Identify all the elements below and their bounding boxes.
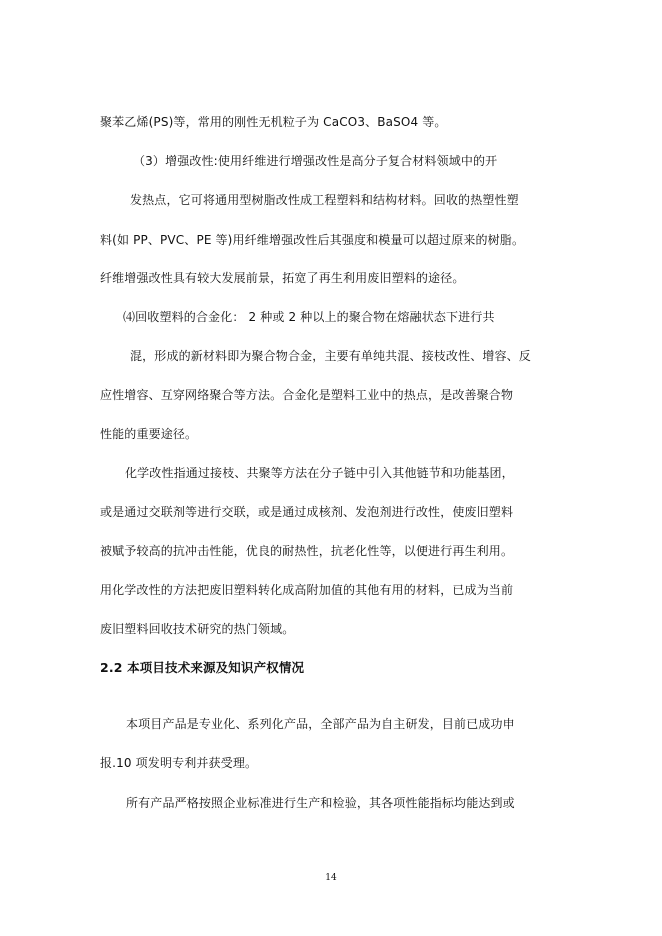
text-line: 纤维增强改性具有较大发展前景，拓宽了再生利用废旧塑料的途径。 [100,271,465,285]
text-line: 性能的重要途径。 [100,427,198,441]
text-line: 废旧塑料回收技术研究的热门领域。 [100,622,295,636]
text-line: 用化学改性的方法把废旧塑料转化成高附加值的其他有用的材料，已成为当前 [100,583,514,597]
text-line: 应性增容、互穿网络聚合等方法。合金化是塑料工业中的热点，是改善聚合物 [100,388,514,402]
text-line: 发热点，它可将通用型树脂改性成工程塑料和结构材料。回收的热塑性塑 [130,193,519,207]
text-line: 料(如 PP、PVC、PE 等)用纤维增强改性后其强度和模量可以超过原来的树脂。 [100,233,525,247]
text-line: 被赋予较高的抗冲击性能，优良的耐热性，抗老化性等，以便进行再生利用。 [100,544,514,558]
text-line: 或是通过交联剂等进行交联，或是通过成核剂、发泡剂进行改性，使废旧塑料 [100,505,514,519]
text-line: （3）增强改性:使用纤维进行增强改性是高分子复合材料领域中的开 [133,154,498,168]
text-line: 所有产品严格按照企业标准进行生产和检验，其各项性能指标均能达到或 [126,796,515,810]
text-line: ⑷回收塑料的合金化： 2 种或 2 种以上的聚合物在熔融状态下进行共 [123,310,495,324]
text-line: 报.10 项发明专利并获受理。 [100,756,258,770]
text-line: 聚苯乙烯(PS)等，常用的刚性无机粒子为 CaCO3、BaSO4 等。 [100,115,447,129]
text-line: 化学改性指通过接枝、共聚等方法在分子链中引入其他链节和功能基团， [125,466,514,480]
page-number: 14 [325,873,337,883]
text-line: 混，形成的新材料即为聚合物合金，主要有单纯共混、接枝改性、增容、反 [130,349,531,363]
text-line: 本项目产品是专业化、系列化产品，全部产品为自主研发，目前已成功申 [126,717,515,731]
section-heading: 2.2 本项目技术来源及知识产权情况 [100,660,305,675]
